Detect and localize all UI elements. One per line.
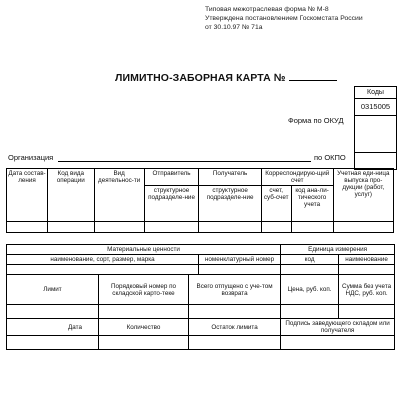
form-approval: Утверждена постановлением Госкомстата России [205,15,363,22]
page-title [115,72,337,84]
data-cell[interactable] [47,222,94,233]
form-type: Типовая межотраслевая форма № М-8 [205,6,329,13]
data-cell[interactable] [339,305,395,319]
data-cell[interactable] [99,305,189,319]
price-label: Цена, руб. коп. [281,275,339,305]
form-header [205,5,363,32]
col-activity: Вид деятельнос-ти [94,169,144,222]
blank-code-cell[interactable] [355,115,396,152]
col-date: Дата состав-ления [7,169,48,222]
data-cell[interactable] [99,336,189,350]
okpo-label: по ОКПО [314,153,346,162]
col-account: Корреспондирую-щий счет [261,169,333,186]
unit-title: Единица измерения [281,245,395,255]
okpo-value[interactable] [355,152,396,169]
col-op-code: Код вида операции [47,169,94,222]
data-cell[interactable] [199,222,262,233]
data-cell[interactable] [189,305,281,319]
seq-label: Порядковый номер по складской карто-теке [99,275,189,305]
form-date: от 30.10.97 № 71а [205,24,263,31]
data-cell[interactable] [281,336,395,350]
data-cell[interactable] [144,222,199,233]
nomen-label: номенклатурный номер [199,255,281,265]
header-table [6,168,394,233]
sub-account: счет, суб-счет [261,186,291,222]
col-unit: Учетная еди-ница выпуска про-дукции (работ, услуг) [333,169,393,222]
data-cell[interactable] [199,265,281,275]
data-cell[interactable] [189,336,281,350]
data-cell[interactable] [261,222,291,233]
sub-sender-dept: структурное подразделе-ние [144,186,199,222]
col-receiver: Получатель [199,169,262,186]
data-cell[interactable] [7,336,99,350]
name-label: наименование, сорт, размер, марка [7,255,199,265]
organization-field[interactable] [58,161,311,162]
sum-label: Сумма без учета НДС, руб. коп. [339,275,395,305]
total-label: Всего отпущено с уче-том возврата [189,275,281,305]
code-label: код [281,255,339,265]
card-number-field[interactable] [289,72,337,81]
data-cell[interactable] [7,222,48,233]
date-label: Дата [7,319,99,336]
sub-analytic-code: код ана-ли-тического учета [291,186,333,222]
data-cell[interactable] [333,222,393,233]
limit-label: Лимит [7,275,99,305]
sub-receiver-dept: структурное подразделе-ние [199,186,262,222]
okud-value: 0315005 [355,98,396,115]
data-cell[interactable] [339,265,395,275]
materials-table [6,244,395,350]
codes-label: Коды [367,89,384,96]
unit-name-label: наименование [339,255,395,265]
title-text: ЛИМИТНО-ЗАБОРНАЯ КАРТА № [115,72,286,84]
data-cell[interactable] [281,265,339,275]
data-cell[interactable] [94,222,144,233]
mat-title: Материальные ценности [7,245,281,255]
qty-label: Количество [99,319,189,336]
okud-label: Форма по ОКУД [288,116,344,125]
data-cell[interactable] [291,222,333,233]
col-sender: Отправитель [144,169,199,186]
data-cell[interactable] [7,305,99,319]
data-cell[interactable] [7,265,199,275]
codes-box [354,86,397,170]
rest-label: Остаток лимита [189,319,281,336]
data-cell[interactable] [281,305,339,319]
sign-label: Подпись заведующего складом или получателя [281,319,395,336]
organization-label: Организация [8,153,54,162]
